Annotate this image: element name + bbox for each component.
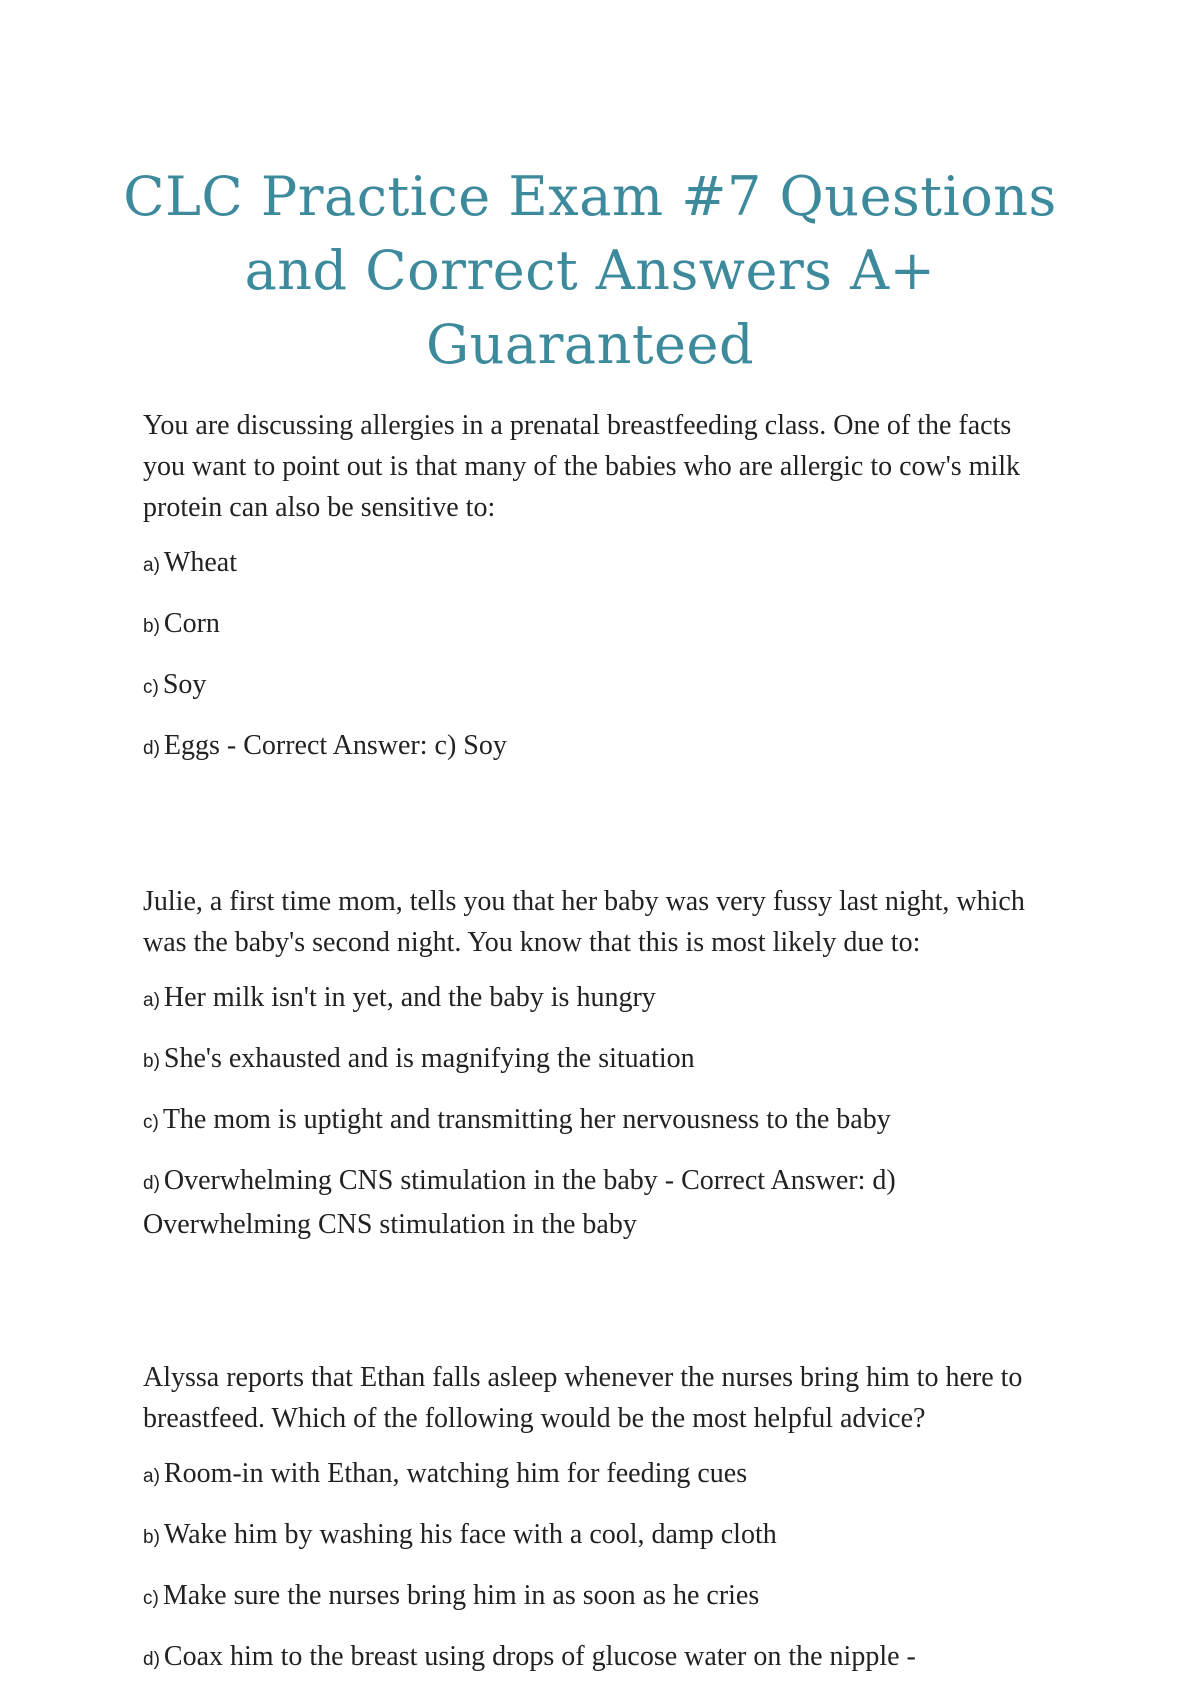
answer-option-c [143,664,1043,708]
answer-option-a [143,542,1043,586]
option-letter: b) [143,1527,160,1548]
option-text: Room-in with Ethan, watching him for feeding cues [163,1458,748,1489]
option-letter: d) [143,1649,160,1670]
option-text: Wheat [163,547,237,578]
question-stem: Julie, a first time mom, tells you that her baby was very fussy last night, which was the baby's second night. You know that this is most likely due to: [143,886,1025,958]
option-letter: c) [143,677,159,698]
option-text: Wake him by washing his face with a cool, damp cloth [163,1519,777,1550]
answer-option-c [143,1099,1043,1143]
question-stem: Alyssa reports that Ethan falls asleep whenever the nurses bring him to here to breastfeed. Which of the following would be the most helpful advice? [143,1362,1023,1434]
question-1 [143,405,1043,769]
question-stem: You are discussing allergies in a prenatal breastfeeding class. One of the facts you want to point out is that many of the babies who are allergic to cow's milk protein can also be sensitive to: [143,410,1021,523]
option-letter: d) [143,738,160,759]
question-2 [143,881,1043,1245]
question-list [143,405,1043,1697]
option-letter: b) [143,1051,160,1072]
option-letter: a) [143,1466,160,1487]
option-letter: c) [143,1112,159,1133]
answer-option-d [143,725,1043,769]
option-text: Soy [162,669,207,700]
document-title: CLC Practice Exam #7 Questions and Correct Answers A+ Guaranteed [123,165,1057,376]
option-letter: c) [143,1588,159,1609]
option-letter: a) [143,555,160,576]
option-text: She's exhausted and is magnifying the situation [163,1043,695,1074]
option-text: Her milk isn't in yet, and the baby is hungry [163,982,656,1013]
answer-option-a [143,977,1043,1021]
option-text: Make sure the nurses bring him in as soon as he cries [162,1580,760,1611]
option-text: Eggs - Correct Answer: c) Soy [163,730,507,761]
answer-option-b [143,1514,1043,1558]
answer-option-c [143,1575,1043,1619]
answer-option-a [143,1453,1043,1497]
answer-option-d [143,1636,1043,1680]
question-3 [143,1357,1043,1680]
option-text: The mom is uptight and transmitting her nervousness to the baby [162,1104,891,1135]
option-letter: a) [143,990,160,1011]
answer-option-d [143,1160,1043,1245]
answer-option-b [143,603,1043,647]
option-text: Coax him to the breast using drops of glucose water on the nipple - [163,1641,916,1672]
option-letter: d) [143,1173,160,1194]
option-text: Corn [163,608,220,639]
answer-option-b [143,1038,1043,1082]
option-letter: b) [143,616,160,637]
option-text: Overwhelming CNS stimulation in the baby - Correct Answer: d) Overwhelming CNS stimulation in the baby [143,1165,896,1240]
